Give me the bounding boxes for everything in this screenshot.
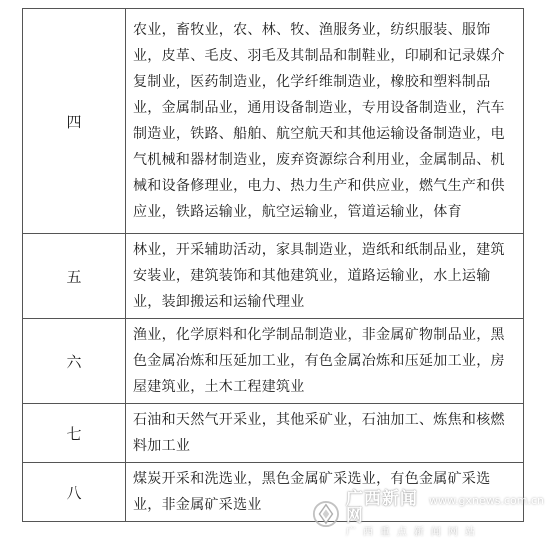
- industry-list: 渔业，化学原料和化学制品制造业，非金属矿物制品业，黑色金属冶炼和压延加工业，有色金属冶炼和压延加工业，房屋建筑业，土木工程建筑业: [126, 319, 524, 404]
- watermark-tagline: 广西重点新闻网站: [345, 526, 482, 538]
- watermark-domain: www.gxnews.com.cn: [429, 493, 544, 507]
- industry-list: 林业，开采辅助活动，家具制造业，造纸和纸制品业，建筑安装业，建筑装饰和其他建筑业，道路运输业，水上运输业，装卸搬运和运输代理业: [126, 234, 524, 319]
- category-number: 六: [23, 319, 126, 404]
- table-row: [23, 9, 524, 234]
- watermark-site-name: 广西新闻网: [345, 488, 418, 526]
- gxnews-logo-icon: [312, 499, 340, 529]
- category-number: 四: [23, 9, 126, 234]
- category-number: 七: [23, 404, 126, 463]
- industry-list: 农业，畜牧业，农、林、牧、渔服务业，纺织服装、服饰业，皮革、毛皮、羽毛及其制品和制鞋业，印刷和记录媒介复制业，医药制造业，化学纤维制造业，橡胶和塑料制品业，金属制品业，通用设备制造业，专用设备制造业，汽车制造业，铁路、船舶、航空航天和其他运输设备制造业，电气机械和器材制造业，废弃资源综合利用业，金属制品、机械和设备修理业，电力、热力生产和供应业，燃气生产和供应业，铁路运输业，航空运输业，管道运输业，体育: [126, 9, 524, 234]
- category-number: 五: [23, 234, 126, 319]
- table-row: [23, 319, 524, 404]
- category-number: 八: [23, 463, 126, 522]
- table-row: [23, 404, 524, 463]
- industry-category-table: [22, 8, 524, 522]
- industry-list: 煤炭开采和洗选业，黑色金属矿采选业，有色金属矿采选业，非金属矿采选业: [126, 463, 524, 522]
- site-watermark: [312, 488, 544, 538]
- table-row: [23, 234, 524, 319]
- industry-list: 石油和天然气开采业，其他采矿业，石油加工、炼焦和核燃料加工业: [126, 404, 524, 463]
